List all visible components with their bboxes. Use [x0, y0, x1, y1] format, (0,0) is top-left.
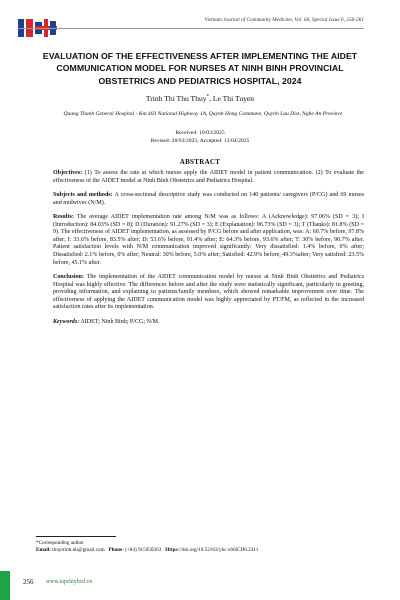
methods-label: Subjects and methods: — [53, 191, 113, 198]
footnote — [36, 540, 258, 555]
results-label: Results: — [53, 213, 74, 220]
affiliation: Quang Thanh General Hospital - Km 403 National Highway 1A, Quynh Hong Commune, Quynh Luu Dist, Nghe An Province — [63, 111, 343, 117]
corresponding-author-note: *Corresponding author — [36, 540, 84, 546]
author-first: Trinh Thi Thu Thuy — [145, 94, 207, 103]
keywords-label: Keywords: — [53, 318, 80, 325]
authors-line — [0, 94, 400, 103]
header-divider — [18, 28, 364, 29]
conclusion-text: The implementation of the AIDET communication model by nurses at Ninh Binh Obstetrics and Pediatrics Hospital was highly effective. The differences before and after the study were statistically significant, particularly in greeting, providing information, and explaining to patients/family members, which showed remarkable improvement over time. The effectiveness of applying the AIDET communication model was highly appreciated by PT/FM, as reflected in the increased satisfaction rates after its implementation. — [53, 273, 364, 311]
received-date: Received: 10/03/2025 — [175, 130, 225, 136]
objectives-paragraph — [53, 170, 364, 185]
objectives-text: (1) To assess the rate at which nurses apply the AIDET model in patient communication. (2) To evaluate the effectiveness of the AIDET model at Ninh Binh Obstetrics and Pediatrics Hospital. — [53, 170, 364, 184]
conclusion-paragraph — [53, 274, 364, 312]
results-paragraph — [53, 214, 364, 267]
dates-block — [0, 130, 400, 145]
abstract-heading: ABSTRACT — [179, 158, 221, 166]
methods-paragraph — [53, 192, 364, 207]
journal-citation: Vietnam Journal of Community Medicine, Vol. 66, Special Issue 6, 256-261 — [204, 17, 364, 23]
footnote-divider — [36, 536, 116, 537]
email-value[interactable]: thuytrinh.nb@gmail.com — [51, 547, 105, 554]
abstract-body — [53, 170, 364, 333]
objectives-label: Objectives: — [53, 170, 83, 176]
keywords-paragraph — [53, 319, 364, 327]
page-edge-tab — [0, 571, 10, 600]
email-label: Email: — [36, 547, 51, 554]
results-text: The average AIDET implementation rate among N/M was as follows: A (Acknowledge): 97.06% (SD = 3); I (Introduction): 84.03% (SD = 8); D (Duration): 91.27% (SD = 3); E (Explanation): 96.73% (SD = 3); T (Thanks): 81.8% (SD = 9). The effectiveness of AIDET implementation, as assessed by P/CG before and after application, was: A: 60.7% before, 97.8% after; I: 33.6% before, 83.5% after; D: 53.6% before, 91.4% after; E: 64.3% before, 93.6% after; T: 30% before, 90.7% after. Patient satisfaction levels with N/M communication improved significantly: Very dissatisfied: 1.4% before, 0% after; Dissatisfied: 2.1% before, 0% after; Neutral: 30% before, 5.0% after; Satisfied: 42.9% before, 49.3%after; Very satisfied: 23.5% before, 45.1% after. — [53, 213, 364, 266]
paper-title: EVALUATION OF THE EFFECTIVENESS AFTER IMPLEMENTING THE AIDET COMMUNICATION MODEL FOR NURSES AT NINH BINH PROVINCIAL OBSTETRICS AND PEDIATRICS HOSPITAL, 2024 — [42, 51, 358, 86]
page-number: 256 — [23, 578, 34, 586]
revised-accepted-date: Revised: 28/03/2025; Accepted: 13/04/2025 — [150, 137, 250, 144]
journal-website-link[interactable]: www.tapchiyhcd.vn — [46, 579, 93, 585]
https-label: Https — [165, 547, 178, 554]
phone-value: : (+84) 915950363 — [122, 547, 162, 554]
author-rest: , Le Thi Tuyen — [209, 94, 255, 103]
methods-text: A cross-sectional descriptive study was conducted on 140 patients/ caregivers (P/CG) and 69 nurses and midwives (N/M). — [53, 191, 364, 206]
keywords-text: AIDET; Ninh Binh; P/CG; N/M. — [79, 318, 160, 325]
conclusion-label: Conclusion: — [53, 273, 84, 280]
corresponding-mark: * — [206, 94, 210, 100]
phone-label: Phone — [108, 547, 123, 554]
doi-link[interactable]: ://doi.org/10.52163/yhc.v66iCD6.2311 — [177, 547, 259, 554]
contact-line — [36, 547, 258, 554]
